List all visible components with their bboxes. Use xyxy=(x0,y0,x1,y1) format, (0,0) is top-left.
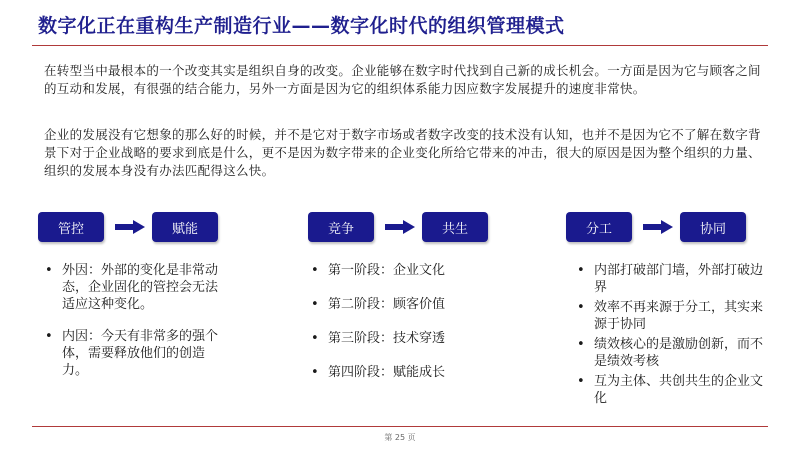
list-item: • 互为主体、共创共生的企业文化 xyxy=(574,373,774,407)
right-arrow-icon xyxy=(115,220,145,234)
label-to-collaboration: 协同 xyxy=(680,212,746,242)
intro-paragraph-1: 在转型当中最根本的一个改变其实是组织自身的改变。企业能够在数字时代找到自己新的成长机会。一方面是因为它与顾客之间的互动和发展，有很强的结合能力，另外一方面是因为它的组织体系能力因应数字发展提升的速度非常快。 xyxy=(44,63,761,96)
list-item: • 第三阶段：技术穿透 xyxy=(308,330,508,347)
label-from-division: 分工 xyxy=(566,212,632,242)
page-number: 第 25 页 xyxy=(384,433,416,442)
label-to-symbiosis: 共生 xyxy=(422,212,488,242)
list-item: • 第四阶段：赋能成长 xyxy=(308,364,508,381)
right-arrow-icon xyxy=(643,220,673,234)
bullet-list-stages xyxy=(308,262,508,398)
page-title: 数字化正在重构生产制造行业——数字化时代的组织管理模式 xyxy=(38,15,565,37)
label-to-empower: 赋能 xyxy=(152,212,218,242)
label-from-compete: 竞争 xyxy=(308,212,374,242)
bullet-list-control xyxy=(42,262,222,394)
intro-paragraph-2: 企业的发展没有它想象的那么好的时候，并不是它对于数字市场或者数字改变的技术没有认知，也并不是因为它不了解在数字背景下对于企业战略的要求到底是什么，更不是因为数字带来的企业变化所给它带来的冲击，很大的原因是因为整个组织的力量、组织的发展本身没有办法匹配得这么快。 xyxy=(44,127,761,178)
list-item: • 绩效核心的是激励创新，而不是绩效考核 xyxy=(574,336,774,370)
footer-divider xyxy=(32,426,768,427)
list-item: • 第一阶段：企业文化 xyxy=(308,262,508,279)
list-item: • 效率不再来源于分工，其实来源于协同 xyxy=(574,299,774,333)
label-from-control: 管控 xyxy=(38,212,104,242)
header-divider xyxy=(32,45,768,46)
list-item: • 内因：今天有非常多的强个体，需要释放他们的创造力。 xyxy=(42,328,222,379)
list-item: • 外因：外部的变化是非常动态，企业固化的管控会无法适应这种变化。 xyxy=(42,262,222,313)
right-arrow-icon xyxy=(385,220,415,234)
list-item: • 第二阶段：顾客价值 xyxy=(308,296,508,313)
bullet-list-collaboration xyxy=(574,262,774,410)
list-item: • 内部打破部门墙，外部打破边界 xyxy=(574,262,774,296)
